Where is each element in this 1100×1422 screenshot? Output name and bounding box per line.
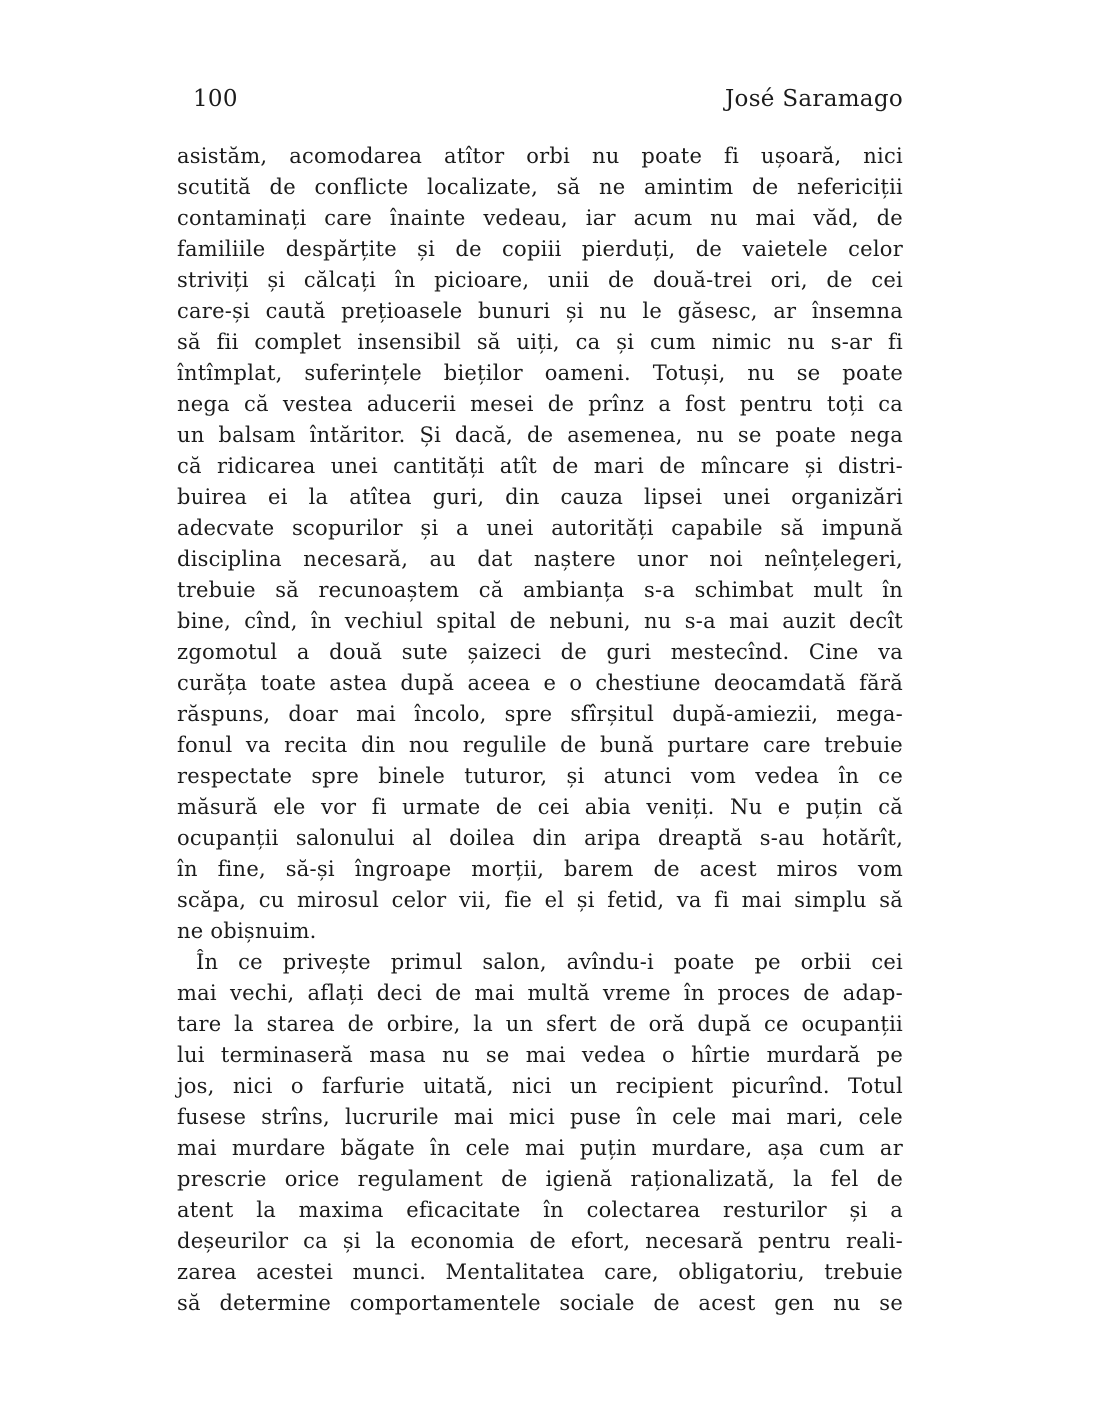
paragraph — [177, 947, 903, 1319]
running-head-author: José Saramago — [725, 86, 903, 112]
text-line: adecvate scopurilor și a unei autorități capabile să impună — [177, 516, 903, 540]
text-line: întîmplat, suferințele bieților oameni. Totuși, nu se poate — [177, 361, 903, 385]
text-line: ocupanții salonului al doilea din aripa dreaptă s-au hotărît, — [177, 826, 903, 850]
text-line: bine, cînd, în vechiul spital de nebuni, nu s-a mai auzit decît — [177, 609, 903, 633]
text-line: disciplina necesară, au dat naștere unor noi neînțelegeri, — [177, 547, 903, 571]
text-line: în fine, să-și îngroape morții, barem de acest miros vom — [177, 857, 903, 881]
text-line: respectate spre binele tuturor, și atunci vom vedea în ce — [177, 764, 903, 788]
text-line: zarea acestei munci. Mentalitatea care, obligatoriu, trebuie — [177, 1260, 903, 1284]
text-line: fusese strîns, lucrurile mai mici puse în cele mai mari, cele — [177, 1105, 903, 1129]
text-line: asistăm, acomodarea atîtor orbi nu poate fi ușoară, nici — [177, 144, 903, 168]
text-line: mai vechi, aflați deci de mai multă vreme în proces de adap- — [177, 981, 903, 1005]
text-line: trebuie să recunoaștem că ambianța s-a schimbat mult în — [177, 578, 903, 602]
text-line: răspuns, doar mai încolo, spre sfîrșitul după-amiezii, mega- — [177, 702, 903, 726]
text-line: care-și caută prețioasele bunuri și nu le găsesc, ar însemna — [177, 299, 903, 323]
text-line: curăța toate astea după aceea e o chestiune deocamdată fără — [177, 671, 903, 695]
text-line: mai murdare băgate în cele mai puțin murdare, așa cum ar — [177, 1136, 903, 1160]
text-line: măsură ele vor fi urmate de cei abia veniți. Nu e puțin că — [177, 795, 903, 819]
text-line: atent la maxima eficacitate în colectarea resturilor și a — [177, 1198, 903, 1222]
text-line: prescrie orice regulament de igienă raționalizată, la fel de — [177, 1167, 903, 1191]
text-line: striviți și călcați în picioare, unii de două-trei ori, de cei — [177, 268, 903, 292]
text-line: contaminați care înainte vedeau, iar acum nu mai văd, de — [177, 206, 903, 230]
text-line: tare la starea de orbire, la un sfert de oră după ce ocupanții — [177, 1012, 903, 1036]
text-line: lui terminaseră masa nu se mai vedea o hîrtie murdară pe — [177, 1043, 903, 1067]
text-line: zgomotul a două sute șaizeci de guri mestecînd. Cine va — [177, 640, 903, 664]
text-line: jos, nici o farfurie uitată, nici un recipient picurînd. Totul — [177, 1074, 903, 1098]
text-line: deșeurilor ca și la economia de efort, necesară pentru reali- — [177, 1229, 903, 1253]
text-line: ne obișnuim. — [177, 919, 317, 943]
text-line: scutită de conflicte localizate, să ne amintim de nefericiții — [177, 175, 903, 199]
text-line: familiile despărțite și de copiii pierduți, de vaietele celor — [177, 237, 903, 261]
paragraph — [177, 141, 903, 947]
text-line: un balsam întăritor. Și dacă, de asemenea, nu se poate nega — [177, 423, 903, 447]
page-number: 100 — [193, 86, 238, 112]
text-line: că ridicarea unei cantități atît de mari de mîncare și distri- — [177, 454, 903, 478]
text-line: să fii complet insensibil să uiți, ca și cum nimic nu s-ar fi — [177, 330, 903, 354]
text-line: să determine comportamentele sociale de acest gen nu se — [177, 1291, 903, 1315]
text-line: În ce privește primul salon, avîndu-i poate pe orbii cei — [196, 950, 903, 974]
text-line: fonul va recita din nou regulile de bună purtare care trebuie — [177, 733, 903, 757]
text-line: nega că vestea aducerii mesei de prînz a fost pentru toți ca — [177, 392, 903, 416]
text-line: scăpa, cu mirosul celor vii, fie el și fetid, va fi mai simplu să — [177, 888, 903, 912]
text-line: buirea ei la atîtea guri, din cauza lipsei unei organizări — [177, 485, 903, 509]
page-body — [177, 141, 903, 1319]
page-header — [193, 86, 903, 112]
